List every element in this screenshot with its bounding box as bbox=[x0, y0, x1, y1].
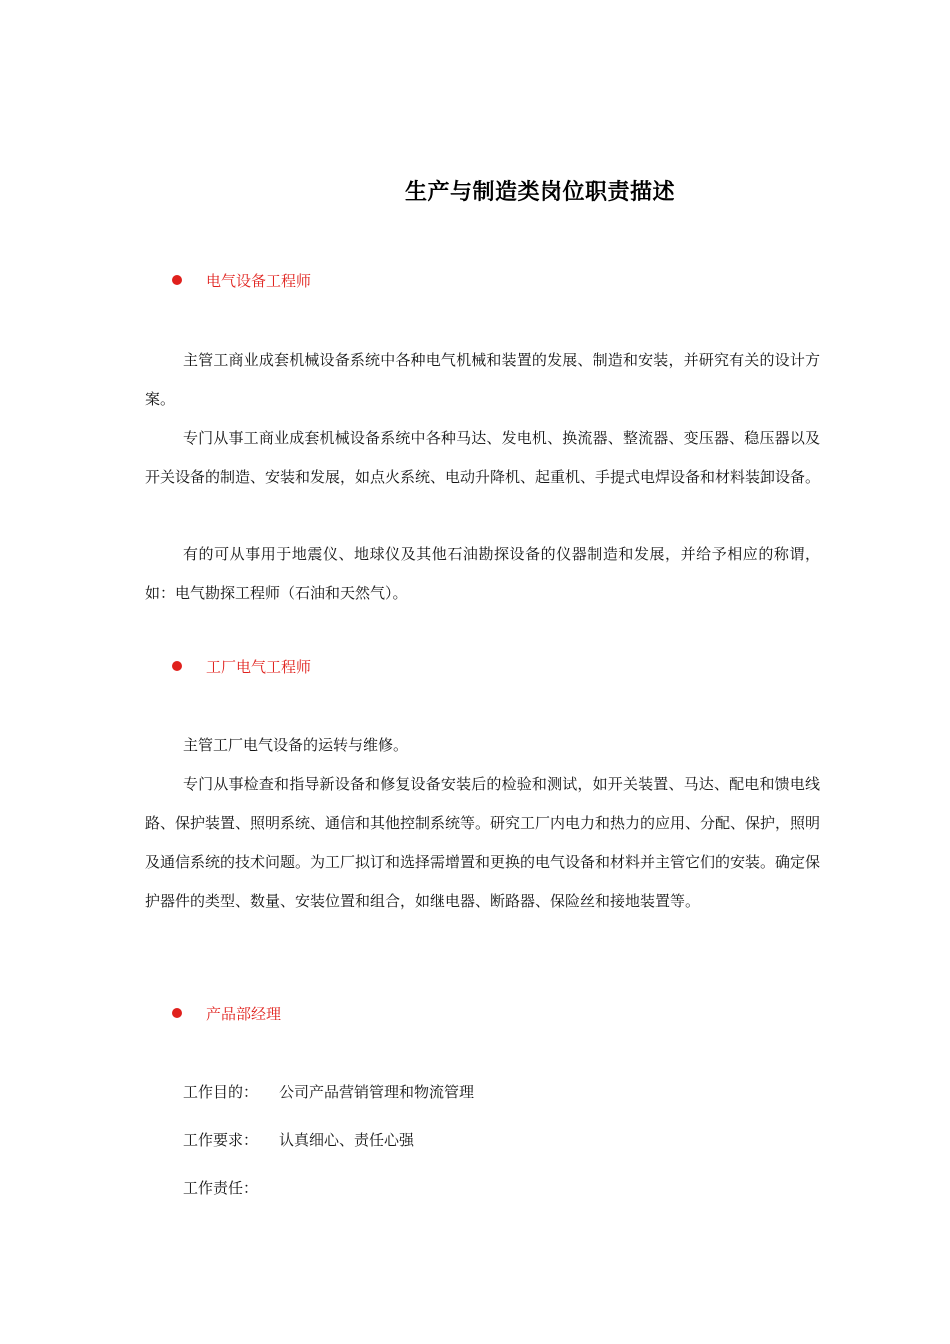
paragraph: 主管工商业成套机械设备系统中各种电气机械和装置的发展、制造和安装，并研究有关的设计方案。 bbox=[145, 351, 820, 408]
field-row-purpose bbox=[183, 1080, 474, 1104]
bullet-icon bbox=[172, 275, 182, 285]
field-label: 工作责任： bbox=[183, 1179, 259, 1197]
section-heading-product-manager bbox=[172, 1001, 281, 1025]
paragraph: 主管工厂电气设备的运转与维修。 bbox=[183, 736, 409, 754]
paragraph: 专门从事检查和指导新设备和修复设备安装后的检验和测试，如开关装置、马达、配电和馈电线路、保护装置、照明系统、通信和其他控制系统等。研究工厂内电力和热力的应用、分配、保护，照明及通信系统的技术问题。为工厂拟订和选择需增置和更换的电气设备和材料并主管它们的安装。确定保护器件的类型、数量、安装位置和组合，如继电器、断路器、保险丝和接地装置等。 bbox=[145, 775, 821, 910]
field-value: 认真细心、责任心强 bbox=[279, 1131, 415, 1149]
field-label: 工作目的： bbox=[183, 1083, 259, 1101]
section-heading-factory-electrical-engineer bbox=[172, 654, 311, 678]
paragraph: 有的可从事用于地震仪、地球仪及其他石油勘探设备的仪器制造和发展，并给予相应的称谓，如：电气勘探工程师（石油和天然气）。 bbox=[145, 545, 820, 602]
field-row-requirements bbox=[183, 1128, 414, 1152]
section-heading-label: 产品部经理 bbox=[206, 1004, 282, 1023]
paragraph: 专门从事工商业成套机械设备系统中各种马达、发电机、换流器、整流器、变压器、稳压器以及开关设备的制造、安装和发展，如点火系统、电动升降机、起重机、手提式电焊设备和材料装卸设备。 bbox=[145, 429, 821, 486]
section-heading-electrical-equipment-engineer bbox=[172, 268, 311, 292]
field-row-responsibilities bbox=[183, 1176, 279, 1200]
bullet-icon bbox=[172, 1008, 182, 1018]
field-label: 工作要求： bbox=[183, 1131, 259, 1149]
bullet-icon bbox=[172, 661, 182, 671]
section-heading-label: 工厂电气工程师 bbox=[206, 657, 312, 676]
section-heading-label: 电气设备工程师 bbox=[206, 271, 312, 290]
field-value: 公司产品营销管理和物流管理 bbox=[279, 1083, 475, 1101]
page-title: 生产与制造类岗位职责描述 bbox=[404, 179, 675, 205]
